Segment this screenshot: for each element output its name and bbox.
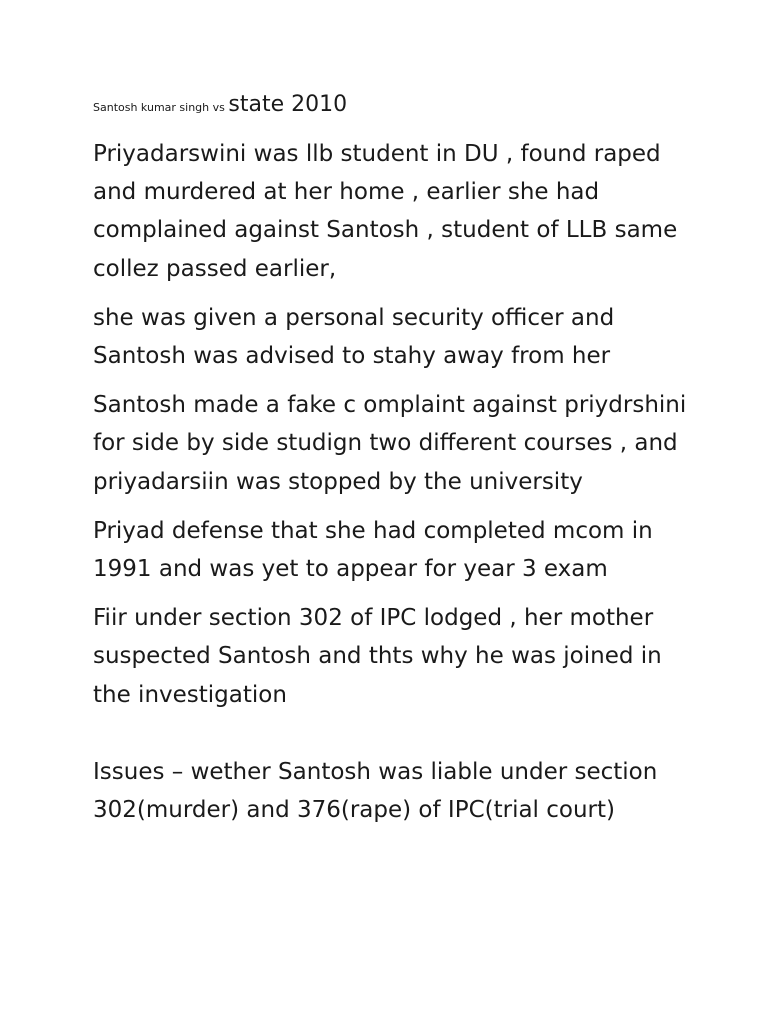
paragraph-security: she was given a personal security officer and Santosh was advised to stahy away from her — [93, 304, 615, 370]
paragraph-complaint: Santosh made a fake c omplaint against priydrshini for side by side studign two different courses , and priyadarsiin was stopped by the university — [93, 392, 687, 495]
document-body — [93, 88, 693, 840]
case-title-name: Santosh kumar singh vs — [93, 101, 229, 114]
paragraph-fir: Fiir under section 302 of IPC lodged , her mother suspected Santosh and thts why he was joined in the investigation — [93, 605, 662, 708]
paragraph-facts: Priyadarswini was llb student in DU , found raped and murdered at her home , earlier she had complained against Santosh , student of LLB same collez passed earlier, — [93, 141, 678, 282]
paragraph-defense: Priyad defense that she had completed mcom in 1991 and was yet to appear for year 3 exam — [93, 517, 653, 583]
case-title-year: state 2010 — [228, 92, 348, 117]
paragraph-issues: Issues – wether Santosh was liable under section 302(murder) and 376(rape) of IPC(trial court) — [93, 758, 658, 824]
case-title — [93, 88, 693, 125]
